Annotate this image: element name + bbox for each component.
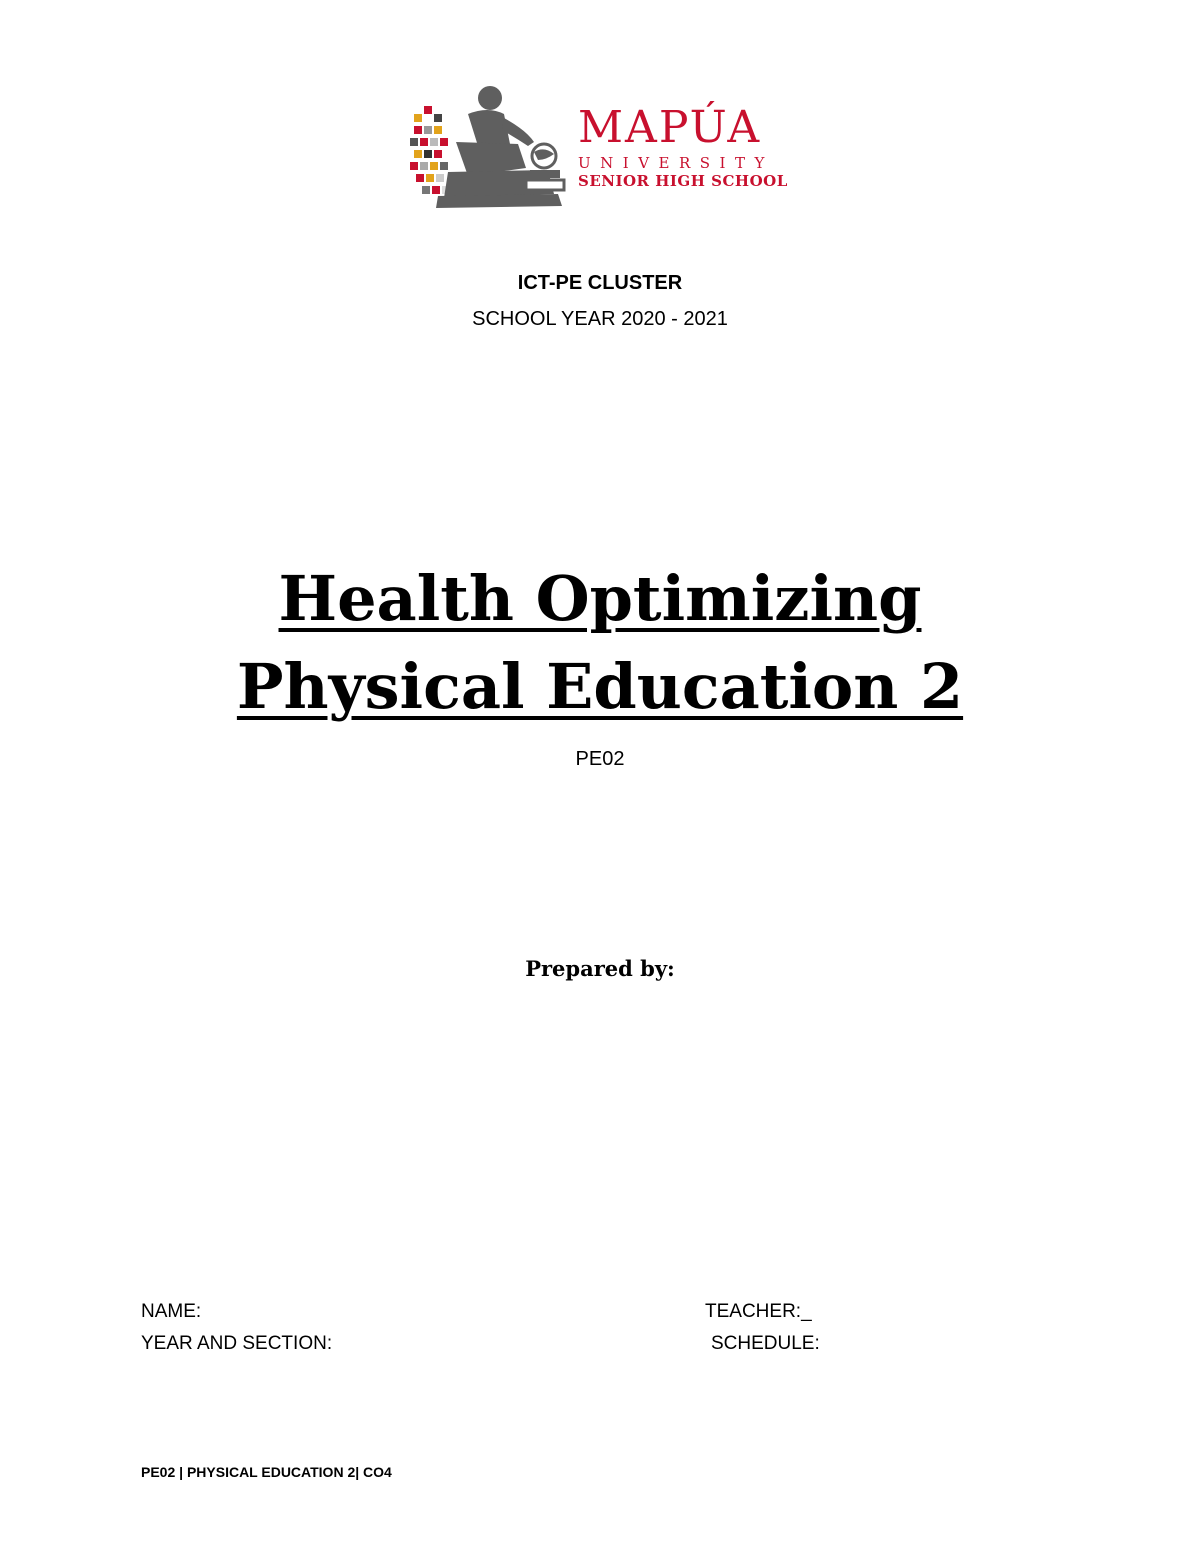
- prepared-by-label: Prepared by:: [525, 956, 675, 981]
- year-section-field-label: YEAR AND SECTION:: [141, 1333, 333, 1354]
- course-code: PE02: [575, 748, 625, 770]
- logo-mosaic: [410, 106, 450, 194]
- logo-emblem: [408, 84, 578, 214]
- document-title: [0, 555, 1200, 731]
- name-field-label: NAME:: [141, 1301, 202, 1322]
- logo-name: MAPÚA: [578, 102, 762, 153]
- page-footer: PE02 | PHYSICAL EDUCATION 2| CO4: [141, 1464, 392, 1480]
- title-line-2: Physical Education 2: [236, 650, 964, 723]
- logo-university: UNIVERSITY: [578, 154, 774, 172]
- logo-wordmark: [578, 102, 788, 190]
- cluster-heading: ICT-PE CLUSTER: [517, 272, 683, 294]
- mapua-logo: [408, 84, 788, 214]
- logo-globe: [526, 144, 564, 190]
- logo-school: SENIOR HIGH SCHOOL: [578, 172, 788, 190]
- school-year: SCHOOL YEAR 2020 - 2021: [472, 308, 728, 330]
- schedule-field-label: SCHEDULE:: [711, 1333, 820, 1354]
- teacher-field-label: TEACHER:_: [705, 1301, 812, 1322]
- title-line-1: Health Optimizing: [278, 562, 922, 635]
